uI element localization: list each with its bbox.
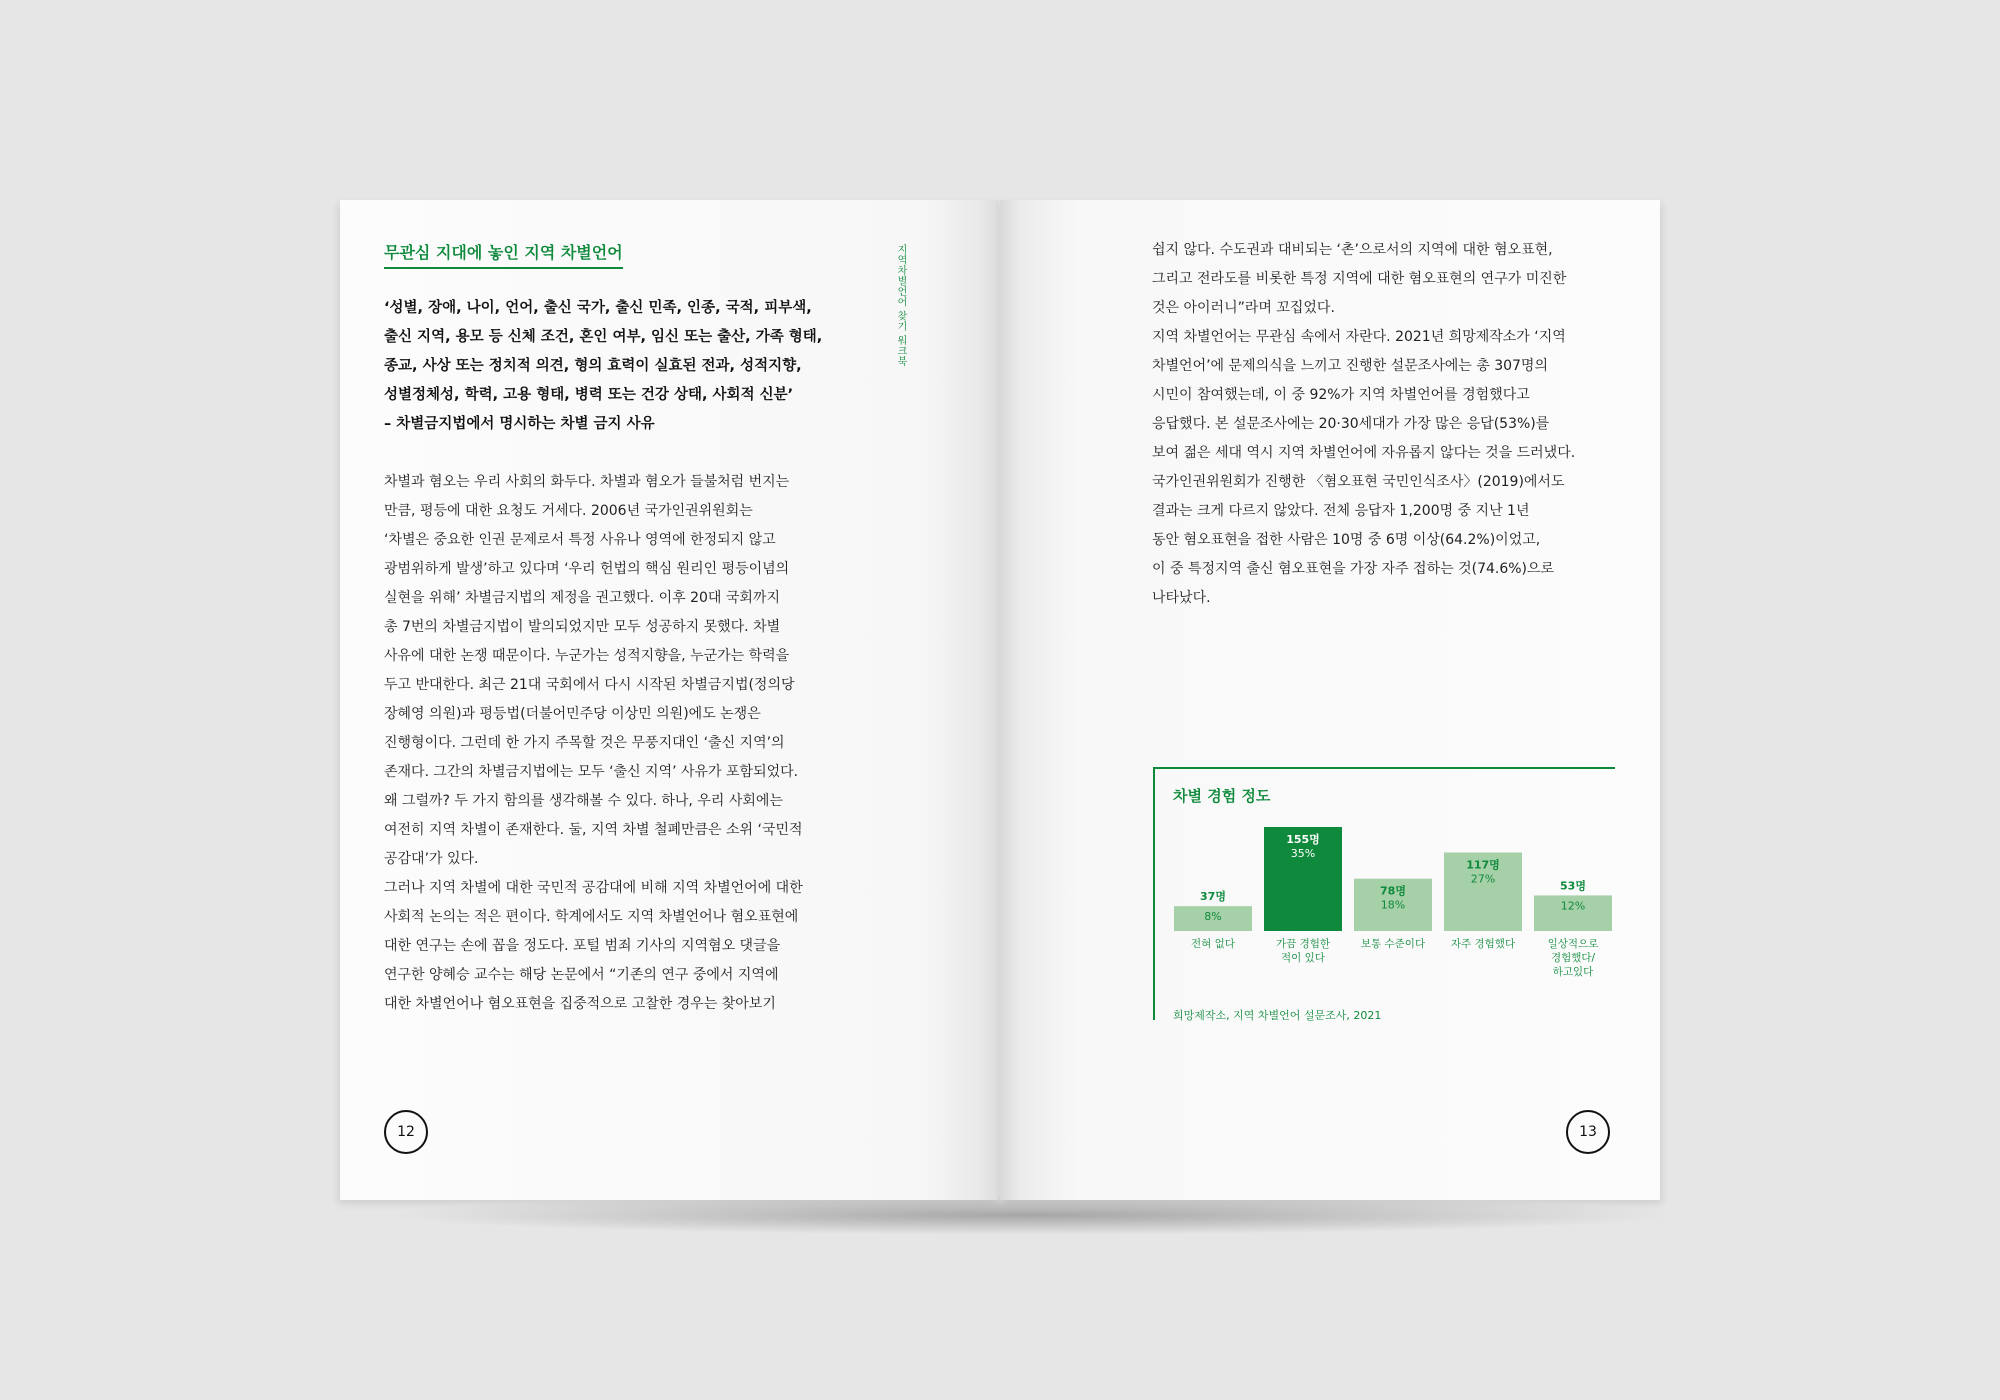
body-line: 이 중 특정지역 출신 혐오표현을 가장 자주 접하는 것(74.6%)으로 [1152, 561, 1555, 577]
body-line: 진행형이다. 그런데 한 가지 주목할 것은 무풍지대인 ‘출신 지역’의 [384, 735, 785, 751]
chart-value-label: 155명 [1286, 833, 1320, 846]
quote-line: 성별정체성, 학력, 고용 형태, 병력 또는 건강 상태, 사회적 신분’ [384, 387, 794, 403]
chart-value-label: 53명 [1560, 879, 1586, 893]
body-line: 나타났다. [1152, 590, 1211, 606]
body-line: 그러나 지역 차별에 대한 국민적 공감대에 비해 지역 차별언어에 대한 [384, 880, 803, 896]
body-line: 응답했다. 본 설문조사에는 20·30세대가 가장 많은 응답(53%)를 [1152, 416, 1550, 432]
quote-line: 종교, 사상 또는 정치적 의견, 형의 효력이 실효된 전과, 성적지향, [384, 358, 802, 374]
body-line: 보여 젊은 세대 역시 지역 차별언어에 자유롭지 않다는 것을 드러냈다. [1152, 445, 1576, 461]
body-line: 지역 차별언어는 무관심 속에서 자란다. 2021년 희망제작소가 ‘지역 [1152, 329, 1566, 345]
section-title: 무관심 지대에 놓인 지역 차별언어 [384, 240, 623, 269]
chart [1153, 767, 1615, 1020]
chart-category-label: 보통 수준이다 [1360, 938, 1426, 950]
page-number: 12 [384, 1110, 428, 1154]
chart-value-label: 78명 [1380, 884, 1406, 898]
body-line: 총 7번의 차별금지법이 발의되었지만 모두 성공하지 못했다. 차별 [384, 619, 781, 635]
chart-category-label: 가끔 경험한 [1275, 938, 1331, 950]
body-line: 공감대’가 있다. [384, 851, 479, 867]
body-line: 것은 아이러니”라며 꼬집었다. [1152, 300, 1335, 316]
body-line: 동안 혐오표현을 접한 사람은 10명 중 6명 이상(64.2%)이었고, [1152, 532, 1541, 548]
body-line: 차별과 혐오는 우리 사회의 화두다. 차별과 혐오가 들불처럼 번지는 [384, 474, 790, 490]
quote-block [384, 294, 854, 439]
body-line: 사유에 대한 논쟁 때문이다. 누군가는 성적지향을, 누군가는 학력을 [384, 648, 790, 664]
body-text [1152, 236, 1632, 613]
body-line: ‘차별은 중요한 인권 문제로서 특정 사유나 영역에 한정되지 않고 [384, 532, 776, 548]
chart-percent-label: 8% [1204, 910, 1222, 924]
body-line: 그리고 전라도를 비롯한 특정 지역에 대한 혐오표현의 연구가 미진한 [1152, 271, 1567, 287]
left-page [340, 200, 999, 1200]
chart-source: 희망제작소, 지역 차별언어 설문조사, 2021 [1173, 1009, 1382, 1022]
page-number: 13 [1566, 1110, 1610, 1154]
body-line: 두고 반대한다. 최근 21대 국회에서 다시 시작된 차별금지법(정의당 [384, 677, 795, 693]
body-line: 여전히 지역 차별이 존재한다. 둘, 지역 차별 철폐만큼은 소위 ‘국민적 [384, 822, 803, 838]
chart-category-label: 자주 경험했다 [1450, 938, 1516, 950]
chart-percent-label: 18% [1380, 898, 1406, 912]
chart-value-label: 37명 [1200, 890, 1226, 904]
body-line: 대한 차별언어나 혐오표현을 집중적으로 고찰한 경우는 찾아보기 [384, 996, 776, 1012]
chart-percent-label: 27% [1470, 872, 1496, 886]
running-title-vertical: 지역차별언어 찾기 워크북 [895, 244, 906, 367]
body-line: 실현을 위해’ 차별금지법의 제정을 권고했다. 이후 20대 국회까지 [384, 590, 780, 606]
body-line: 결과는 크게 다르지 않았다. 전체 응답자 1,200명 중 지난 1년 [1152, 503, 1530, 519]
quote-line: 출신 지역, 용모 등 신체 조건, 혼인 여부, 임신 또는 출산, 가족 형태, [384, 329, 823, 345]
chart-plot [1155, 769, 1617, 1022]
chart-value-label: 117명 [1466, 858, 1500, 872]
body-line: 존재다. 그간의 차별금지법에는 모두 ‘출신 지역’ 사유가 포함되었다. [384, 764, 799, 780]
book-shadow [380, 1195, 1680, 1235]
right-page [1000, 200, 1660, 1200]
chart-category-label: 하고있다 [1552, 966, 1594, 978]
chart-category-label: 전혀 없다 [1191, 938, 1235, 950]
chart-percent-label: 35% [1290, 847, 1316, 860]
chart-title: 차별 경험 정도 [1173, 787, 1271, 805]
body-line: 국가인권위원회가 진행한 〈혐오표현 국민인식조사〉(2019)에서도 [1152, 474, 1565, 490]
chart-category-label: 경험했다/ [1550, 952, 1596, 964]
body-line: 대한 연구는 손에 꼽을 정도다. 포털 범죄 기사의 지역혐오 댓글을 [384, 938, 781, 954]
body-line: 시민이 참여했는데, 이 중 92%가 지역 차별언어를 경험했다고 [1152, 387, 1530, 403]
body-line: 사회적 논의는 적은 편이다. 학계에서도 지역 차별언어나 혐오표현에 [384, 909, 799, 925]
body-line: 장혜영 의원)과 평등법(더불어민주당 이상민 의원)에도 논쟁은 [384, 706, 761, 722]
chart-percent-label: 12% [1560, 899, 1586, 913]
quote-line: ‘성별, 장애, 나이, 언어, 출신 국가, 출신 민족, 인종, 국적, 피부색, [384, 300, 812, 316]
body-line: 차별언어’에 문제의식을 느끼고 진행한 설문조사에는 총 307명의 [1152, 358, 1548, 374]
chart-category-label: 적이 있다 [1281, 952, 1325, 964]
body-line: 왜 그럴까? 두 가지 함의를 생각해볼 수 있다. 하나, 우리 사회에는 [384, 793, 783, 809]
quote-source-line: – 차별금지법에서 명시하는 차별 금지 사유 [384, 416, 655, 432]
body-line: 만큼, 평등에 대한 요청도 거세다. 2006년 국가인권위원회는 [384, 503, 753, 519]
body-line: 쉽지 않다. 수도권과 대비되는 ‘촌’으로서의 지역에 대한 혐오표현, [1152, 242, 1553, 258]
body-line: 광범위하게 발생’하고 있다며 ‘우리 헌법의 핵심 원리인 평등이념의 [384, 561, 790, 577]
body-text [384, 468, 864, 1019]
body-line: 연구한 양혜승 교수는 해당 논문에서 “기존의 연구 중에서 지역에 [384, 967, 779, 983]
chart-category-label: 일상적으로 [1547, 938, 1599, 950]
